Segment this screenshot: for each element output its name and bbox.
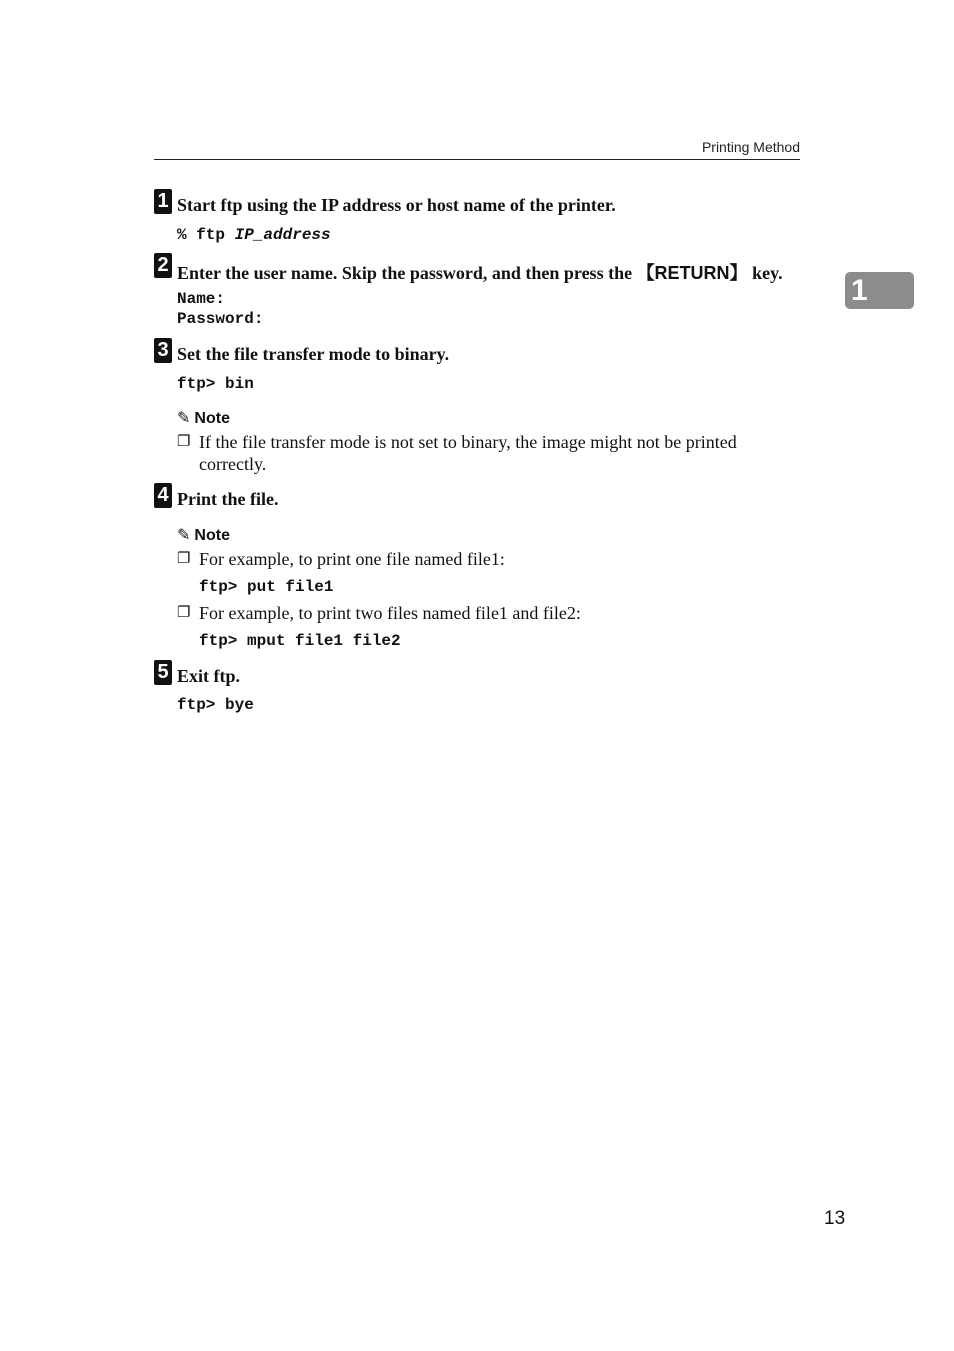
step-2-text: [177, 259, 783, 285]
step-number-4: 4: [154, 483, 172, 508]
step-4-note-title: Note: [194, 527, 230, 544]
step-1-command-prefix: % ftp: [177, 226, 235, 244]
step-4-note-item-1: For example, to print one file named file1:: [199, 549, 505, 569]
step-4-command-1: ftp> put file1: [199, 578, 334, 596]
step-2-text-after: key.: [747, 263, 783, 283]
step-number-5: 5: [154, 660, 172, 685]
pencil-icon: ✎: [177, 527, 191, 544]
step-3-note-item: If the file transfer mode is not set to binary, the image might not be printed correctly.: [199, 432, 737, 474]
step-5-text: Exit ftp.: [177, 666, 240, 686]
running-header-title: Printing Method: [701, 139, 800, 155]
step-5-command: ftp> bye: [177, 696, 254, 714]
chapter-tab-number: 1: [851, 274, 868, 307]
pencil-icon: ✎: [177, 410, 191, 427]
header-rule: [154, 159, 800, 160]
step-3-note-title: Note: [194, 410, 230, 427]
step-3-text: Set the file transfer mode to binary.: [177, 344, 450, 364]
page-number: 13: [824, 1208, 846, 1229]
step-2-text-before: Enter the user name. Skip the password, and then press the: [177, 263, 637, 283]
step-number-2: 2: [154, 253, 172, 278]
return-key-label: 【RETURN】: [636, 263, 748, 283]
step-number-1: 1: [154, 189, 172, 214]
step-1-command: [177, 226, 331, 244]
checkbox-bullet-icon: ❐: [177, 605, 191, 621]
step-3-command: ftp> bin: [177, 375, 254, 393]
step-1-text: Start ftp using the IP address or host name of the printer.: [177, 195, 616, 215]
checkbox-bullet-icon: ❐: [177, 551, 191, 567]
chapter-tab: [845, 272, 914, 309]
step-3-note-heading: [177, 408, 230, 428]
step-1-command-arg: IP_address: [234, 226, 331, 244]
step-number-3: 3: [154, 338, 172, 363]
step-2-password-prompt: Password:: [177, 310, 264, 328]
checkbox-bullet-icon: ❐: [177, 434, 191, 450]
step-4-text: Print the file.: [177, 489, 279, 509]
step-4-note-heading: [177, 525, 230, 545]
step-2-name-prompt: Name:: [177, 290, 226, 308]
step-4-command-2: ftp> mput file1 file2: [199, 632, 401, 650]
step-4-note-item-2: For example, to print two files named file1 and file2:: [199, 603, 581, 623]
